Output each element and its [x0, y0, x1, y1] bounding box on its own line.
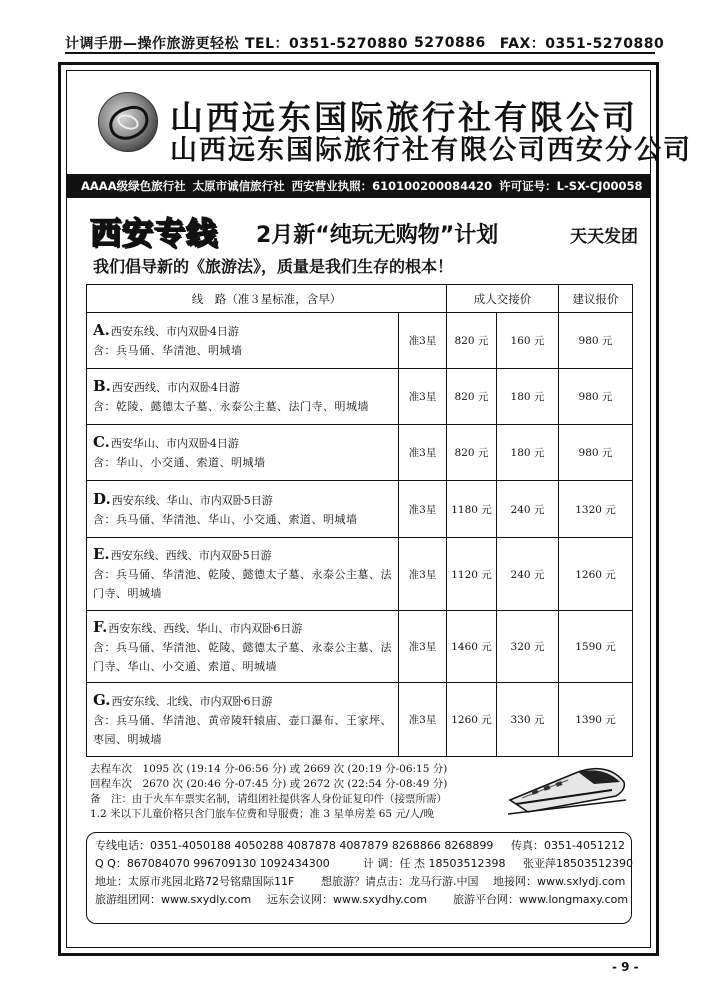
route-cell: A.西安东线、市内双卧4日游 含：兵马俑、华清池、明城墙	[87, 313, 399, 369]
table-row	[87, 611, 633, 683]
child-price-cell: 160 元	[497, 313, 559, 369]
header-route: 线 路（准３星标准，含早）	[87, 285, 447, 313]
credential-honesty: 太原市诚信旅行社	[192, 179, 285, 193]
header-tel2: 5270886	[414, 35, 486, 51]
standard-cell: 准3星	[399, 369, 447, 425]
qq-numbers: Q Q：867084070 996709130 1092434300	[95, 857, 330, 870]
credential-license: 西安营业执照：610100200084420	[291, 179, 493, 193]
credentials-bar	[67, 174, 650, 198]
table-row	[87, 538, 633, 611]
standard-cell: 准3星	[399, 611, 447, 683]
train-notes	[90, 762, 510, 822]
header-suggested-price: 建议报价	[559, 285, 633, 313]
contact-box	[86, 832, 632, 924]
suggested-price-cell: 1390 元	[559, 683, 633, 757]
child-price-cell: 320 元	[497, 611, 559, 683]
tour-price-table	[86, 284, 633, 757]
table-row	[87, 481, 633, 538]
table-row	[87, 369, 633, 425]
route-cell: D.西安东线、华山、市内双卧5日游 含：兵马俑、华清池、华山、小交通、索道、明城墙	[87, 481, 399, 538]
return-train: 回程车次 2670 次 (20:46 分-07:45 分) 或 2672 次 (22:54 分-08:49 分)	[90, 778, 448, 790]
headline-title: 西安专线	[90, 216, 218, 252]
header-tel: TEL：0351-5270880	[245, 36, 408, 52]
header-bar	[65, 34, 665, 54]
ground-agency-site-link[interactable]: 地接网：www.sxlydj.com	[493, 875, 626, 888]
page-number: - 9 -	[612, 960, 639, 974]
header-fax: FAX：0351-5270880	[499, 36, 665, 52]
fax-number: 传真：0351-4051212	[511, 839, 625, 852]
child-price-cell: 180 元	[497, 369, 559, 425]
route-cell: B.西安西线、市内双卧4日游 含：乾陵、懿德太子墓、永泰公主墓、法门寺、明城墙	[87, 369, 399, 425]
operator-zhang-yaping: 张亚萍18503512390	[523, 857, 633, 870]
adult-price-cell: 1180 元	[447, 481, 497, 538]
standard-cell: 准3星	[399, 313, 447, 369]
standard-cell: 准3星	[399, 481, 447, 538]
conference-site-link[interactable]: 远东会议网：www.sxydhy.com	[267, 893, 428, 906]
company-name-main: 山西远东国际旅行社有限公司	[170, 98, 638, 137]
remark-line-2: 1.2 米以下儿童价格只含门旅车位费和导服费；准 3 星单房差 65 元/人/晚	[90, 808, 435, 820]
headline-plan: 2月新“纯玩无购物”计划	[256, 223, 499, 248]
table-row	[87, 425, 633, 481]
travel-link-text[interactable]: 想旅游？请点击：龙马行游.中国	[321, 875, 479, 888]
child-price-cell: 240 元	[497, 538, 559, 611]
child-price-cell: 240 元	[497, 481, 559, 538]
headline-motto: 我们倡导新的《旅游法》，质量是我们生存的根本！	[93, 257, 454, 276]
child-price-cell: 180 元	[497, 425, 559, 481]
table-row	[87, 683, 633, 757]
table-row	[87, 313, 633, 369]
suggested-price-cell: 1320 元	[559, 481, 633, 538]
table-header-row	[87, 285, 633, 313]
credential-rating: AAAA级绿色旅行社	[81, 179, 186, 193]
office-address: 地址：太原市兆园北路72号铭鼎国际11F	[95, 875, 295, 888]
standard-cell: 准3星	[399, 683, 447, 757]
suggested-price-cell: 1260 元	[559, 538, 633, 611]
company-name-branch: 山西远东国际旅行社有限公司西安分公司	[170, 135, 692, 166]
company-logo	[98, 92, 158, 152]
adult-price-cell: 820 元	[447, 369, 497, 425]
platform-site-link[interactable]: 旅游平台网：www.longmaxy.com	[453, 893, 629, 906]
standard-cell: 准3星	[399, 425, 447, 481]
credential-permit: 许可证号：L-SX-CJ00058	[499, 179, 643, 193]
standard-cell: 准3星	[399, 538, 447, 611]
suggested-price-cell: 980 元	[559, 369, 633, 425]
adult-price-cell: 820 元	[447, 425, 497, 481]
route-cell: F.西安东线、西线、华山、市内双卧6日游 含：兵马俑、华清池、乾陵、懿德太子墓、永泰公主墓、法门寺、华山、小交通、索道、明城墙	[87, 611, 399, 683]
headline-daily: 天天发团	[570, 227, 638, 247]
hotline-numbers: 专线电话：0351-4050188 4050288 4087878 4087879 8268866 8268899	[95, 839, 494, 852]
adult-price-cell: 1120 元	[447, 538, 497, 611]
route-cell: G.西安东线、北线、市内双卧6日游 含：兵马俑、华清池、黄帝陵轩辕庙、壶口瀑布、王家坪、枣园、明城墙	[87, 683, 399, 757]
high-speed-train-icon	[508, 760, 628, 815]
suggested-price-cell: 1590 元	[559, 611, 633, 683]
group-tour-site-link[interactable]: 旅游组团网：www.sxydly.com	[95, 893, 252, 906]
suggested-price-cell: 980 元	[559, 425, 633, 481]
remark-line-1: 备 注：由于火车车票实名制，请组团社提供客人身份证复印件（接票所需）	[90, 793, 447, 805]
suggested-price-cell: 980 元	[559, 313, 633, 369]
header-adult-price: 成人交接价	[447, 285, 559, 313]
route-cell: E.西安东线、西线、市内双卧5日游 含：兵马俑、华清池、乾陵、懿德太子墓、永泰公主墓、法门寺、明城墙	[87, 538, 399, 611]
header-slogan: 计调手册—操作旅游更轻松	[65, 36, 239, 52]
operator-ren-jie: 计 调：任 杰 18503512398	[363, 857, 506, 870]
child-price-cell: 330 元	[497, 683, 559, 757]
adult-price-cell: 1460 元	[447, 611, 497, 683]
adult-price-cell: 1260 元	[447, 683, 497, 757]
route-cell: C.西安华山、市内双卧4日游 含：华山、小交通、索道、明城墙	[87, 425, 399, 481]
departure-train: 去程车次 1095 次 (19:14 分-06:56 分) 或 2669 次 (20:19 分-06:15 分)	[90, 763, 448, 775]
adult-price-cell: 820 元	[447, 313, 497, 369]
